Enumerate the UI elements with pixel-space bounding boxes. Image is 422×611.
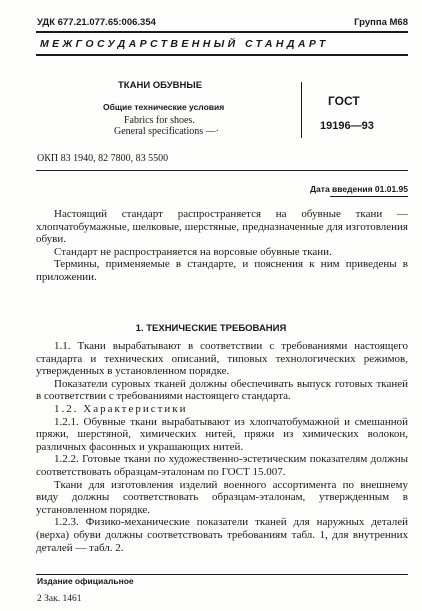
document-subtitle: Общие технические условия bbox=[103, 102, 225, 112]
document-title-en: Fabrics for shoes. bbox=[124, 115, 195, 126]
title-divider bbox=[301, 82, 302, 138]
footer-rule bbox=[36, 574, 408, 575]
section-paragraph: 1.2.3. Физико-механические показатели тканей для наружных деталей (верха) обуви должны соответствовать требованиям табл. 1, для внутренних деталей — табл. 2. bbox=[36, 516, 408, 554]
group-code: Группа М68 bbox=[354, 17, 408, 28]
document-title: ТКАНИ ОБУВНЫЕ bbox=[118, 80, 203, 91]
intro-paragraph: Термины, применяемые в стандарте, и пояснения к ним приведены в приложении. bbox=[36, 258, 408, 283]
section-paragraph: 1.2.2. Готовые ткани по художественно-эстетическим показателям должны соответствовать образцам-эталонам по ГОСТ 15.007. bbox=[36, 453, 408, 478]
okp-rule bbox=[36, 170, 408, 171]
intro-paragraph: Стандарт не распространяется на ворсовые обувные ткани. bbox=[54, 245, 332, 258]
introduction-date: Дата введения 01.01.95 bbox=[310, 184, 408, 194]
intro-text bbox=[36, 208, 408, 284]
section-title: 1. ТЕХНИЧЕСКИЕ ТРЕБОВАНИЯ bbox=[135, 323, 287, 334]
order-number: 2 Зак. 1461 bbox=[37, 594, 82, 604]
intro-date-rule bbox=[330, 196, 408, 197]
udk-code: УДК 677.21.077.65:006.354 bbox=[37, 17, 156, 28]
section-paragraph: 1.2.1. Обувные ткани вырабатывают из хлопчатобумажной и смешанной пряжи, шерстяной, химических нитей, пряжи из химических волокон, различных фасонных и украшающих нитей. bbox=[36, 415, 408, 453]
okp-codes: ОКП 83 1940, 82 7800, 83 5500 bbox=[37, 153, 169, 164]
section-paragraph: 1.1. Ткани вырабатывают в соответствии с требованиями настоящего стандарта и технических описаний, типовых технологических режимов, утвержденных в установленном порядке. bbox=[36, 340, 408, 378]
document-subtitle-en: General specifications —· bbox=[114, 126, 219, 137]
section-paragraph: Показатели суровых тканей должны обеспечивать выпуск готовых тканей в соответствии с требованиями настоящего стандарта. bbox=[36, 377, 408, 403]
section-paragraph: Ткани для изготовления изделий военного ассортимента по внешнему виду должны соответствовать образцам-эталонам, утвержденным в установленном порядке. bbox=[36, 478, 408, 516]
header-rule-bottom bbox=[36, 54, 408, 56]
gost-number: 19196—93 bbox=[320, 120, 374, 132]
standard-type-title: МЕЖГОСУДАРСТВЕННЫЙ СТАНДАРТ bbox=[40, 38, 329, 50]
section-text bbox=[36, 340, 408, 554]
intro-paragraph: Настоящий стандарт распространяется на обувные ткани — хлопчатобумажные, шелковые, шерстяные, предназначенные для изготовления обуви. bbox=[36, 208, 408, 246]
gost-label: ГОСТ bbox=[328, 94, 360, 108]
official-edition: Издание официальное bbox=[37, 576, 134, 586]
section-heading: 1.2. Характеристики bbox=[54, 402, 188, 415]
header-rule-top bbox=[36, 31, 408, 33]
